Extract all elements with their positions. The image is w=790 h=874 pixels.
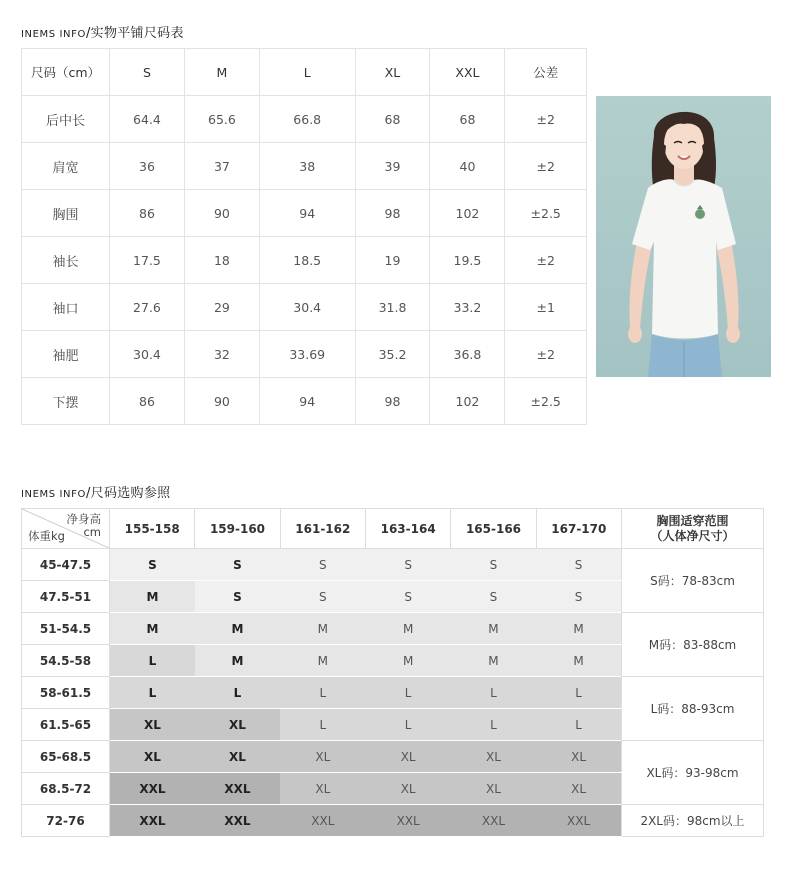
measure-value: 90 bbox=[184, 378, 259, 425]
measure-value: 68 bbox=[355, 96, 430, 143]
weight-label: 47.5-51 bbox=[22, 581, 110, 613]
measure-value: 38 bbox=[259, 143, 355, 190]
measure-row bbox=[22, 190, 587, 237]
measure-value: 40 bbox=[430, 143, 505, 190]
size-cell: L bbox=[536, 677, 621, 709]
measure-value: 98 bbox=[355, 190, 430, 237]
height-header: 161-162 bbox=[280, 509, 365, 549]
garment-measurement-table bbox=[21, 48, 587, 425]
measure-value: 102 bbox=[430, 190, 505, 237]
size-cell: S bbox=[365, 581, 450, 613]
tolerance-header: 公差 bbox=[505, 49, 587, 96]
size-cell: S bbox=[195, 549, 280, 581]
size-cell: S bbox=[280, 581, 365, 613]
size-cell: L bbox=[451, 677, 536, 709]
size-cell: M bbox=[536, 613, 621, 645]
measure-value: 27.6 bbox=[110, 284, 185, 331]
bust-range-cell: 2XL码：98cm以上 bbox=[622, 805, 764, 837]
size-cell: M bbox=[195, 645, 280, 677]
weight-label: 58-61.5 bbox=[22, 677, 110, 709]
size-cell: L bbox=[536, 709, 621, 741]
size-header: XL bbox=[355, 49, 430, 96]
reference-row bbox=[22, 741, 764, 773]
height-header: 167-170 bbox=[536, 509, 621, 549]
size-cell: XL bbox=[195, 741, 280, 773]
measure-value: 30.4 bbox=[259, 284, 355, 331]
tolerance-cell: ±2 bbox=[505, 237, 587, 284]
weight-label: 65-68.5 bbox=[22, 741, 110, 773]
measure-label: 袖肥 bbox=[22, 331, 110, 378]
weight-label: 72-76 bbox=[22, 805, 110, 837]
height-header: 165-166 bbox=[451, 509, 536, 549]
measure-value: 36.8 bbox=[430, 331, 505, 378]
size-cell: L bbox=[451, 709, 536, 741]
size-cell: L bbox=[280, 677, 365, 709]
size-cell: M bbox=[110, 581, 195, 613]
size-chart-title bbox=[21, 22, 184, 41]
size-cell: M bbox=[365, 645, 450, 677]
bust-range-cell: M码：83-88cm bbox=[622, 613, 764, 677]
size-cell: XXL bbox=[451, 805, 536, 837]
size-unit-header: 尺码（cm） bbox=[22, 49, 110, 96]
title-cn: /实物平铺尺码表 bbox=[85, 26, 184, 41]
size-cell: L bbox=[365, 709, 450, 741]
measure-value: 30.4 bbox=[110, 331, 185, 378]
measure-value: 17.5 bbox=[110, 237, 185, 284]
height-header: 155-158 bbox=[110, 509, 195, 549]
weight-axis-label: 体重kg bbox=[28, 529, 65, 543]
bust-range-header: 胸围适穿范围 （人体净尺寸） bbox=[622, 509, 764, 549]
reference-row bbox=[22, 613, 764, 645]
measure-row bbox=[22, 143, 587, 190]
size-cell: XL bbox=[280, 741, 365, 773]
height-axis-label: 净身高 cm bbox=[66, 512, 101, 539]
size-cell: XXL bbox=[195, 805, 280, 837]
tolerance-cell: ±2.5 bbox=[505, 378, 587, 425]
size-cell: S bbox=[280, 549, 365, 581]
reference-header-row bbox=[22, 509, 764, 549]
measure-value: 66.8 bbox=[259, 96, 355, 143]
weight-label: 61.5-65 bbox=[22, 709, 110, 741]
size-cell: XL bbox=[451, 741, 536, 773]
weight-label: 68.5-72 bbox=[22, 773, 110, 805]
measure-label: 袖口 bbox=[22, 284, 110, 331]
measure-value: 94 bbox=[259, 378, 355, 425]
measure-value: 98 bbox=[355, 378, 430, 425]
bust-range-cell: L码：88-93cm bbox=[622, 677, 764, 741]
measure-value: 68 bbox=[430, 96, 505, 143]
size-guide-title bbox=[21, 482, 170, 501]
size-cell: XL bbox=[110, 709, 195, 741]
size-cell: M bbox=[451, 613, 536, 645]
weight-label: 54.5-58 bbox=[22, 645, 110, 677]
measure-value: 18 bbox=[184, 237, 259, 284]
size-cell: L bbox=[110, 677, 195, 709]
bust-range-cell: S码：78-83cm bbox=[622, 549, 764, 613]
measure-value: 18.5 bbox=[259, 237, 355, 284]
tolerance-cell: ±2.5 bbox=[505, 190, 587, 237]
measure-value: 86 bbox=[110, 190, 185, 237]
measure-value: 64.4 bbox=[110, 96, 185, 143]
size-cell: M bbox=[365, 613, 450, 645]
size-cell: M bbox=[280, 613, 365, 645]
size-cell: XXL bbox=[536, 805, 621, 837]
measure-label: 后中长 bbox=[22, 96, 110, 143]
size-cell: S bbox=[536, 581, 621, 613]
corner-header bbox=[22, 509, 110, 549]
model-illustration bbox=[596, 96, 771, 377]
size-cell: XXL bbox=[280, 805, 365, 837]
reference-row bbox=[22, 549, 764, 581]
size-cell: M bbox=[110, 613, 195, 645]
size-cell: XXL bbox=[195, 773, 280, 805]
size-cell: XXL bbox=[110, 773, 195, 805]
measure-value: 37 bbox=[184, 143, 259, 190]
title-cn: /尺码选购参照 bbox=[85, 486, 171, 501]
size-header: XXL bbox=[430, 49, 505, 96]
tolerance-cell: ±2 bbox=[505, 331, 587, 378]
measure-value: 32 bbox=[184, 331, 259, 378]
measure-row bbox=[22, 378, 587, 425]
measure-value: 33.69 bbox=[259, 331, 355, 378]
size-cell: XXL bbox=[110, 805, 195, 837]
weight-label: 51-54.5 bbox=[22, 613, 110, 645]
measure-row bbox=[22, 284, 587, 331]
measure-value: 33.2 bbox=[430, 284, 505, 331]
tolerance-cell: ±1 bbox=[505, 284, 587, 331]
size-cell: XL bbox=[110, 741, 195, 773]
measure-label: 下摆 bbox=[22, 378, 110, 425]
size-cell: XL bbox=[536, 741, 621, 773]
measure-value: 39 bbox=[355, 143, 430, 190]
measure-header-row bbox=[22, 49, 587, 96]
size-cell: S bbox=[451, 549, 536, 581]
size-cell: L bbox=[195, 677, 280, 709]
title-en: INEMS INFO bbox=[21, 489, 86, 500]
size-header: M bbox=[184, 49, 259, 96]
size-cell: S bbox=[195, 581, 280, 613]
size-cell: M bbox=[195, 613, 280, 645]
size-cell: M bbox=[536, 645, 621, 677]
measure-value: 90 bbox=[184, 190, 259, 237]
measure-label: 袖长 bbox=[22, 237, 110, 284]
size-cell: L bbox=[365, 677, 450, 709]
measure-value: 29 bbox=[184, 284, 259, 331]
measure-value: 31.8 bbox=[355, 284, 430, 331]
measure-label: 肩宽 bbox=[22, 143, 110, 190]
size-cell: M bbox=[280, 645, 365, 677]
size-cell: XL bbox=[451, 773, 536, 805]
reference-row bbox=[22, 805, 764, 837]
size-header: L bbox=[259, 49, 355, 96]
size-cell: XL bbox=[365, 773, 450, 805]
size-cell: M bbox=[451, 645, 536, 677]
size-cell: XL bbox=[536, 773, 621, 805]
title-en: INEMS INFO bbox=[21, 29, 86, 40]
height-header: 163-164 bbox=[365, 509, 450, 549]
measure-row bbox=[22, 331, 587, 378]
measure-label: 胸围 bbox=[22, 190, 110, 237]
height-header: 159-160 bbox=[195, 509, 280, 549]
measure-value: 94 bbox=[259, 190, 355, 237]
size-cell: S bbox=[451, 581, 536, 613]
size-cell: XL bbox=[195, 709, 280, 741]
measure-row bbox=[22, 237, 587, 284]
size-cell: S bbox=[365, 549, 450, 581]
measure-value: 35.2 bbox=[355, 331, 430, 378]
measure-value: 19.5 bbox=[430, 237, 505, 284]
size-cell: S bbox=[536, 549, 621, 581]
size-cell: S bbox=[110, 549, 195, 581]
measure-row bbox=[22, 96, 587, 143]
size-cell: XL bbox=[365, 741, 450, 773]
size-header: S bbox=[110, 49, 185, 96]
size-cell: L bbox=[280, 709, 365, 741]
size-cell: L bbox=[110, 645, 195, 677]
size-cell: XL bbox=[280, 773, 365, 805]
size-reference-table bbox=[21, 508, 764, 837]
measure-value: 102 bbox=[430, 378, 505, 425]
tolerance-cell: ±2 bbox=[505, 143, 587, 190]
model-photo bbox=[596, 96, 771, 377]
reference-row bbox=[22, 677, 764, 709]
measure-value: 86 bbox=[110, 378, 185, 425]
bust-range-cell: XL码：93-98cm bbox=[622, 741, 764, 805]
size-cell: XXL bbox=[365, 805, 450, 837]
measure-value: 19 bbox=[355, 237, 430, 284]
measure-value: 65.6 bbox=[184, 96, 259, 143]
weight-label: 45-47.5 bbox=[22, 549, 110, 581]
tolerance-cell: ±2 bbox=[505, 96, 587, 143]
measure-value: 36 bbox=[110, 143, 185, 190]
